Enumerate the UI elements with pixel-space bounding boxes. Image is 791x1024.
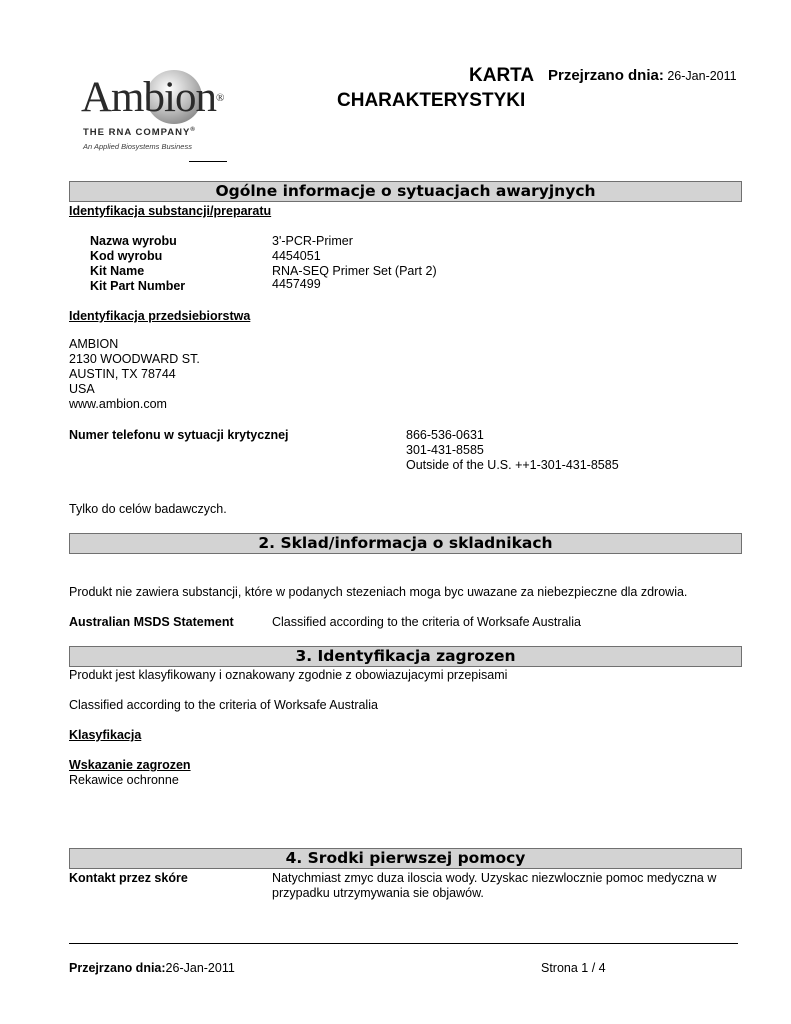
skin-contact-text: przypadku utrzymywania sie objawów. <box>272 886 484 900</box>
skin-contact-label: Kontakt przez skóre <box>69 871 188 885</box>
product-value-kit-name: RNA-SEQ Primer Set (Part 2) <box>272 264 437 278</box>
emergency-phone-number: Outside of the U.S. ++1-301-431-8585 <box>406 458 619 472</box>
substance-identification-heading: Identyfikacja substancji/preparatu <box>69 204 272 218</box>
product-label-code: Kod wyrobu <box>90 249 163 263</box>
company-website: www.ambion.com <box>69 397 167 411</box>
logo-subline: An Applied Biosystems Business <box>83 142 192 151</box>
skin-contact-text: Natychmiast zmyc duza iloscia wody. Uzyskac niezwlocznie pomoc medyczna w <box>272 871 717 885</box>
footer-divider <box>69 943 738 944</box>
logo-underline <box>189 161 227 162</box>
emergency-phone-number: 301-431-8585 <box>406 443 484 457</box>
company-identification-heading: Identyfikacja przedsiebiorstwa <box>69 309 251 323</box>
company-address-line: AMBION <box>69 337 119 351</box>
product-label-kit-name: Kit Name <box>90 264 145 278</box>
hazard-classification-text: Produkt jest klasyfikowany i oznakowany zgodnie z obowiazujacymi przepisami <box>69 668 508 682</box>
section-2-header: 2. Sklad/informacja o skladnikach <box>69 533 742 554</box>
classification-heading: Klasyfikacja <box>69 728 142 742</box>
footer-revised-date: 26-Jan-2011 <box>165 961 235 975</box>
hazard-indication-text: Rekawice ochronne <box>69 773 179 787</box>
emergency-phone-label: Numer telefonu w sytuacji krytycznej <box>69 428 289 442</box>
emergency-phone-number: 866-536-0631 <box>406 428 484 442</box>
page-number: Strona 1 / 4 <box>541 961 606 975</box>
section-4-header: 4. Srodki pierwszej pomocy <box>69 848 742 869</box>
company-logo <box>78 66 228 166</box>
revised-label: Przejrzano dnia: <box>548 67 664 84</box>
hazard-criteria-text: Classified according to the criteria of Worksafe Australia <box>69 698 378 712</box>
product-label-name: Nazwa wyrobu <box>90 234 177 248</box>
hazard-indication-heading: Wskazanie zagrozen <box>69 758 191 772</box>
section-1-header: Ogólne informacje o sytuacjach awaryjnych <box>69 181 742 202</box>
logo-tagline: THE RNA COMPANY <box>83 127 191 138</box>
revised-date: 26-Jan-2011 <box>667 69 737 83</box>
msds-statement-value: Classified according to the criteria of Worksafe Australia <box>272 615 581 629</box>
logo-brand: Ambion <box>81 74 216 121</box>
document-title-line2: CHARAKTERYSTYKI <box>337 90 526 111</box>
product-value-kit-part: 4457499 <box>272 277 321 291</box>
company-address-line: USA <box>69 382 95 396</box>
research-use-note: Tylko do celów badawczych. <box>69 502 227 516</box>
logo-tagline-mark: ® <box>190 127 196 133</box>
composition-statement: Produkt nie zawiera substancji, które w podanych stezeniach moga byc uwazane za niebezpieczne dla zdrowia. <box>69 585 688 599</box>
product-value-name: 3'-PCR-Primer <box>272 234 353 248</box>
document-title-line1: KARTA <box>469 65 535 86</box>
logo-registered-mark: ® <box>215 92 224 104</box>
section-3-header: 3. Identyfikacja zagrozen <box>69 646 742 667</box>
product-value-code: 4454051 <box>272 249 321 263</box>
footer-revised-label: Przejrzano dnia: <box>69 961 166 975</box>
product-label-kit-part: Kit Part Number <box>90 279 186 293</box>
msds-statement-label: Australian MSDS Statement <box>69 615 234 629</box>
company-address-line: AUSTIN, TX 78744 <box>69 367 176 381</box>
company-address-line: 2130 WOODWARD ST. <box>69 352 200 366</box>
